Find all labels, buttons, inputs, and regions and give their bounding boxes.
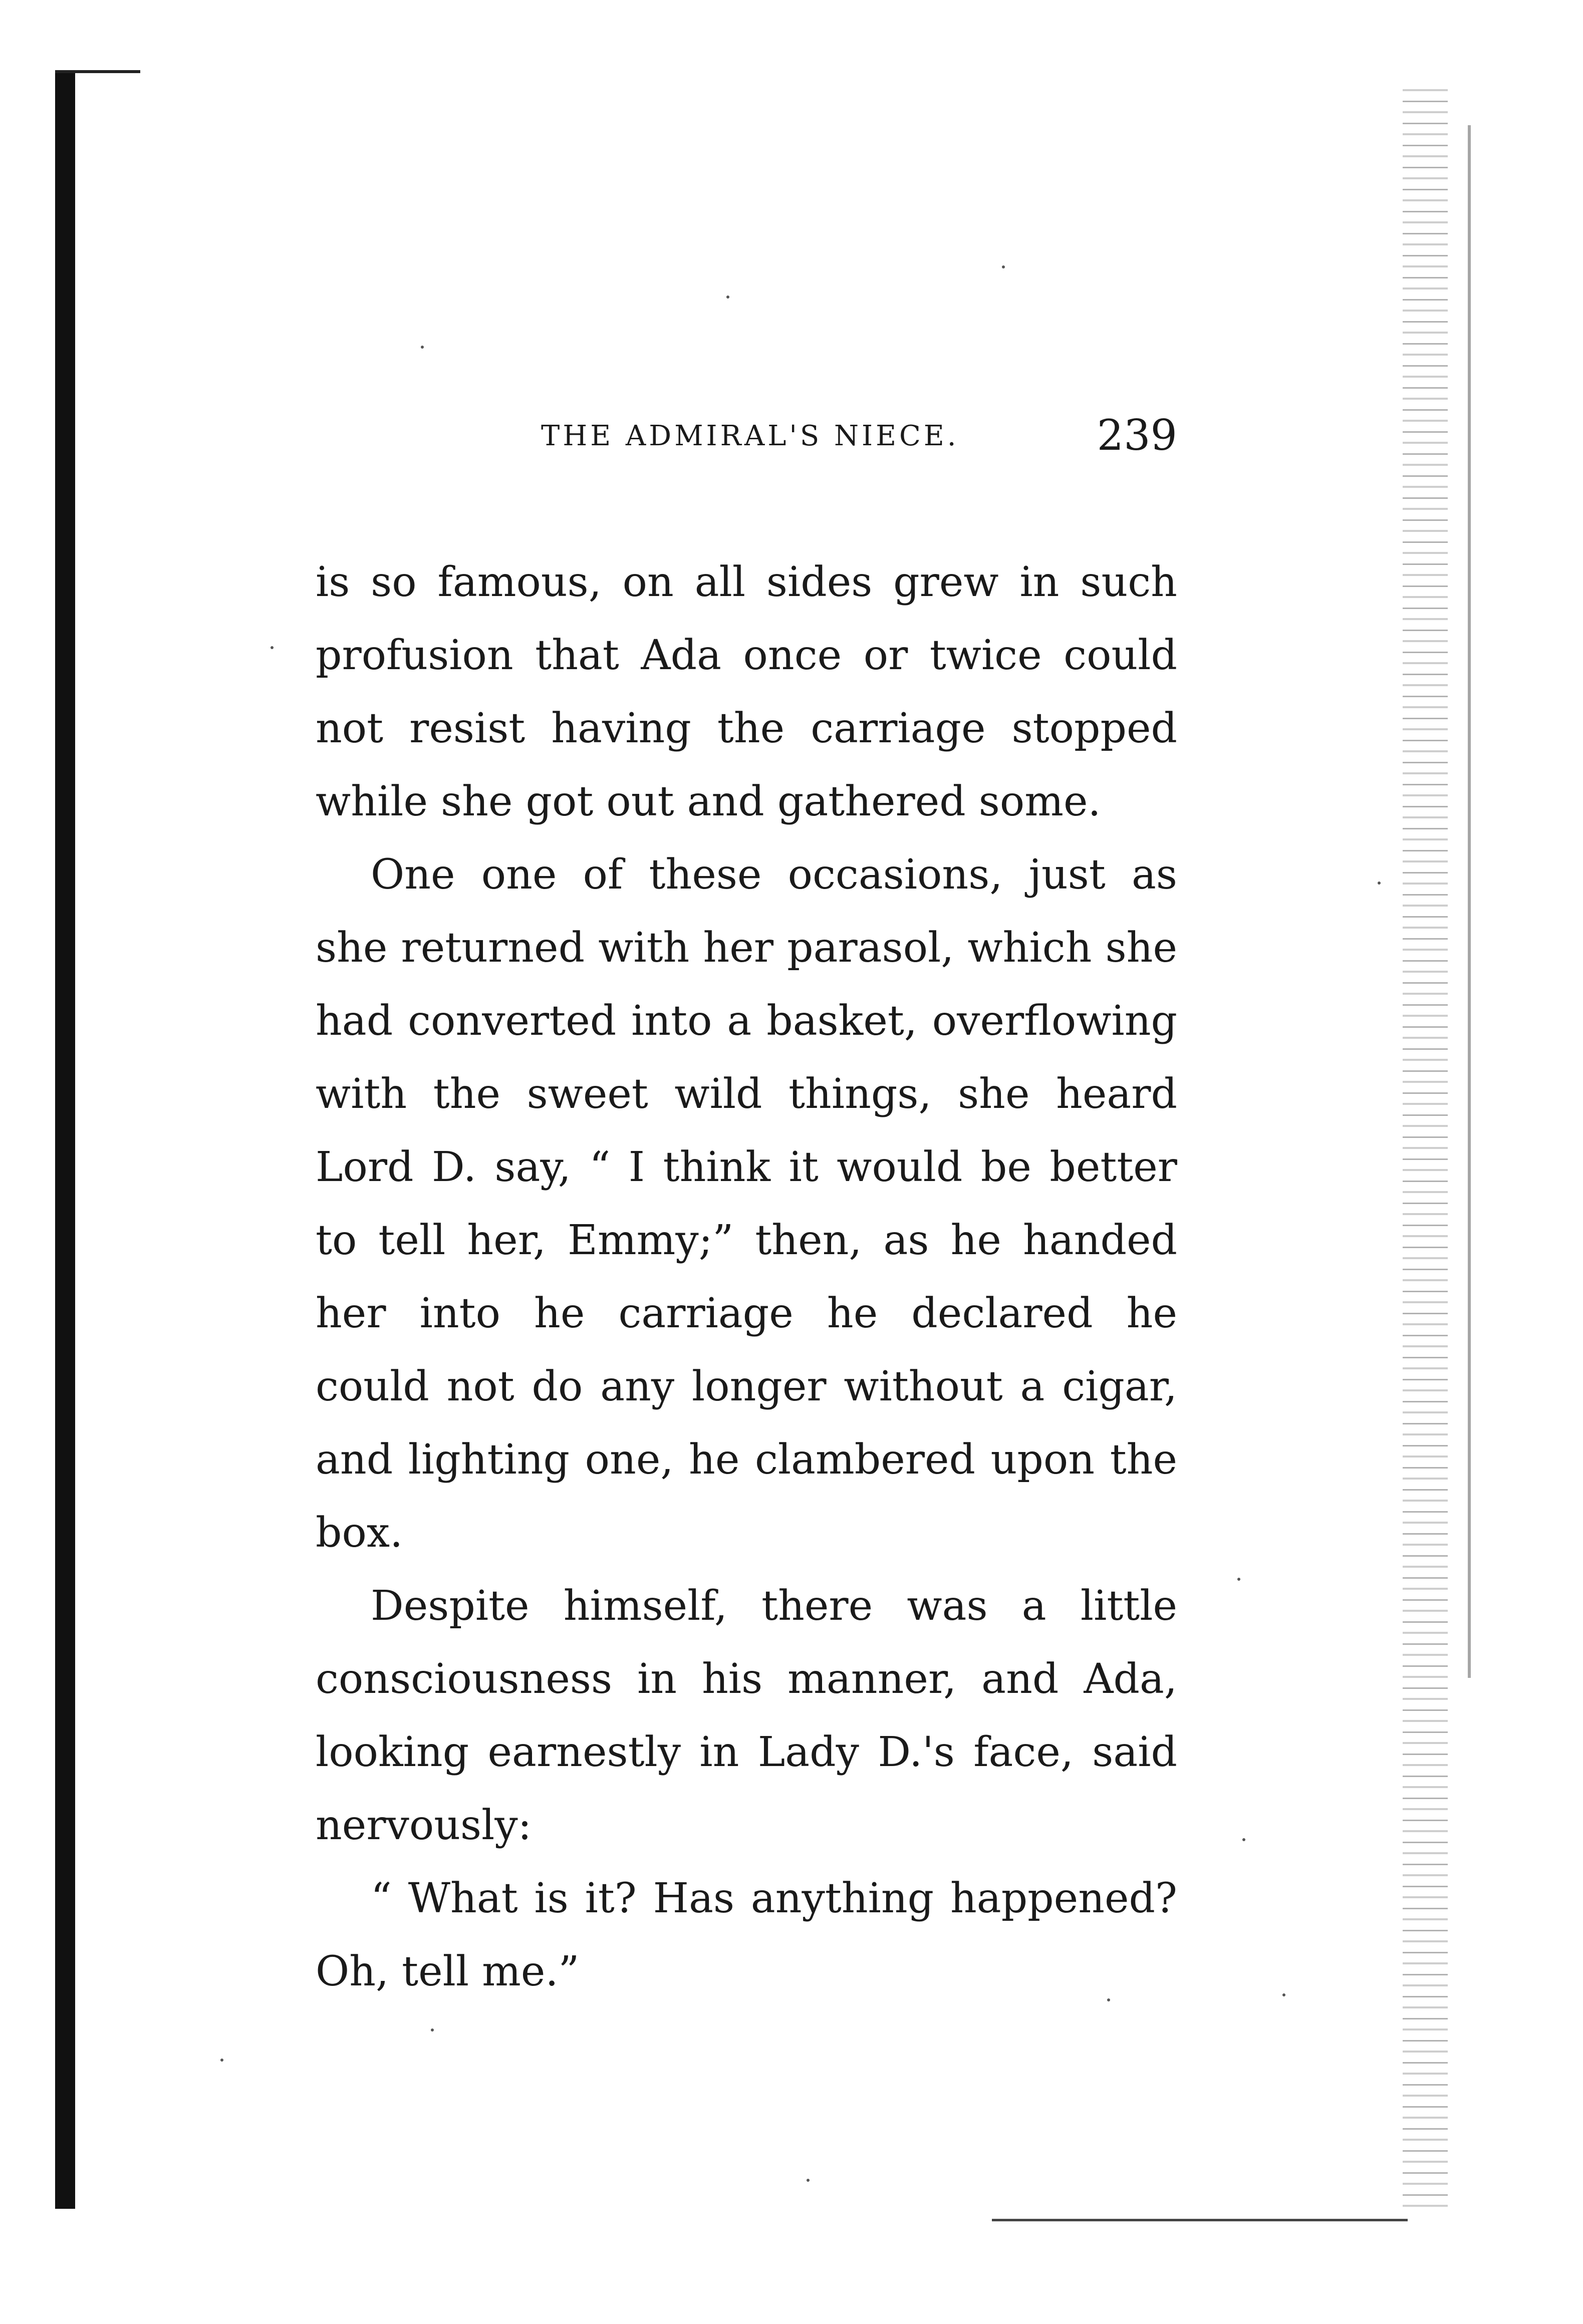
paragraph: Despite himself, there was a little consciousness in his manner, and Ada, looking earnestly in Lady D.'s face, said nervously: xyxy=(316,1582,1177,1849)
paragraph: One one of these occasions, just as she returned with her parasol, which she had converted into a basket, overflowing with the sweet wild things, she heard Lord D. say, “ I think it would be better to tell her, Emmy;” then, as he handed her into he carriage he declared he could not do any longer without a cigar, and lighting one, he clambered upon the box. xyxy=(316,851,1177,1557)
page-gutter-noise xyxy=(1403,80,1448,2209)
scan-speck xyxy=(271,646,274,649)
scan-speck xyxy=(421,346,424,349)
scan-speck xyxy=(431,2028,434,2031)
body-text xyxy=(316,546,1177,2008)
running-head xyxy=(316,411,1177,466)
scan-speck xyxy=(1237,1578,1240,1581)
paragraph: “ What is it? Has anything happened? Oh, tell me.” xyxy=(316,1875,1177,1995)
scan-speck xyxy=(1378,882,1381,885)
page-number: 239 xyxy=(1097,411,1177,460)
binding-top-edge xyxy=(55,70,140,73)
scan-speck xyxy=(807,2179,810,2182)
scan-speck xyxy=(1242,1838,1245,1841)
scan-speck xyxy=(220,2059,223,2062)
paragraph: is so famous, on all sides grew in such profusion that Ada once or twice could not resist having the carriage stopped while she got out and gathered some. xyxy=(316,558,1177,825)
scan-speck xyxy=(726,296,729,299)
scan-speck xyxy=(1002,265,1005,268)
bottom-rule xyxy=(992,2219,1408,2221)
page-gutter-line xyxy=(1468,125,1471,1678)
scan-speck xyxy=(1282,1993,1285,1996)
binding-edge xyxy=(55,70,75,2209)
running-title: THE ADMIRAL'S NIECE. xyxy=(541,420,959,452)
